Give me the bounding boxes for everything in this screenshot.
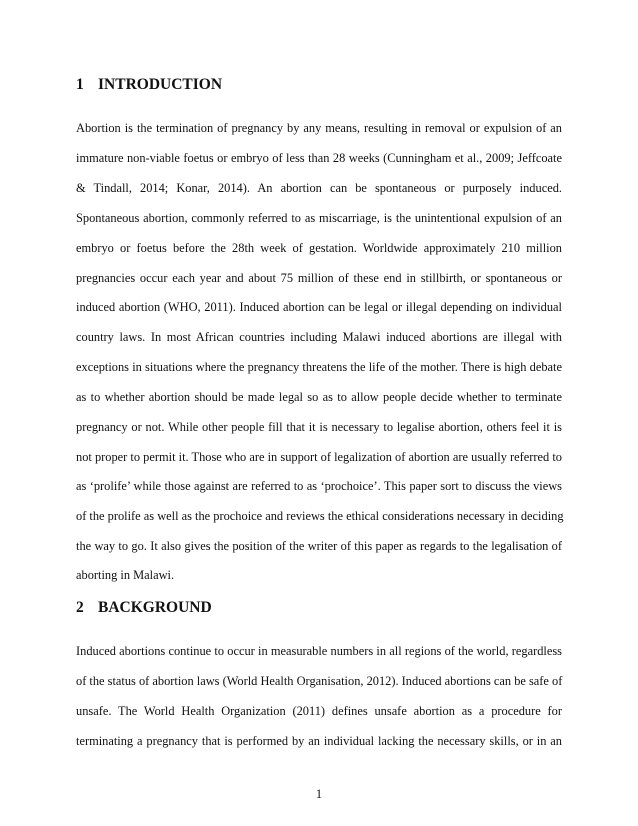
paragraph-line: Abortion is the termination of pregnancy by any means, resulting in removal or expulsion of an: [76, 121, 562, 135]
paragraph-line: country laws. In most African countries including Malawi induced abortions are illegal with: [76, 330, 562, 344]
paragraph-line: of the status of abortion laws (World Health Organisation, 2012). Induced abortions can be safe of: [76, 674, 563, 688]
section-heading-background: [76, 598, 212, 618]
paragraph-line: Induced abortions continue to occur in measurable numbers in all regions of the world, regardless: [76, 644, 562, 658]
section-number: 1: [76, 76, 84, 93]
paragraph-line: immature non-viable foetus or embryo of less than 28 weeks (Cunningham et al., 2009; Jeffcoate: [76, 151, 562, 165]
section-title: BACKGROUND: [98, 599, 212, 616]
paragraph-line: embryo or foetus before the 28th week of gestation. Worldwide approximately 210 million: [76, 241, 562, 255]
paragraph-line: pregnancies occur each year and about 75 million of these end in stillbirth, or spontaneous or: [76, 271, 562, 285]
paragraph-line: induced abortion (WHO, 2011). Induced abortion can be legal or illegal depending on individual: [76, 300, 562, 314]
paragraph-line: & Tindall, 2014; Konar, 2014). An abortion can be spontaneous or purposely induced.: [76, 181, 562, 195]
section-title: INTRODUCTION: [98, 76, 223, 93]
paragraph-line: terminating a pregnancy that is performed by an individual lacking the necessary skills, or in an: [76, 734, 562, 748]
paragraph-line: not proper to permit it. Those who are in support of legalization of abortion are usually referred to: [76, 450, 562, 464]
section-number: 2: [76, 599, 84, 616]
paragraph-line: pregnancy or not. While other people fill that it is necessary to legalise abortion, others feel it is: [76, 420, 562, 434]
paragraph-line: unsafe. The World Health Organization (2011) defines unsafe abortion as a procedure for: [76, 704, 562, 718]
page-number: 1: [315, 787, 323, 801]
paragraph-line: the way to go. It also gives the position of the writer of this paper as regards to the legalisation of: [76, 539, 562, 553]
paragraph-line: aborting in Malawi.: [76, 568, 175, 582]
paragraph-line: of the prolife as well as the prochoice and reviews the ethical considerations necessary in deciding: [76, 509, 564, 523]
paragraph-line: as to whether abortion should be made legal so as to allow people decide whether to terminate: [76, 390, 562, 404]
paragraph-line: exceptions in situations where the pregnancy threatens the life of the mother. There is high debate: [76, 360, 562, 374]
paragraph-line: as ‘prolife’ while those against are referred to as ‘prochoice’. This paper sort to discuss the views: [76, 479, 562, 493]
section-heading-introduction: [76, 75, 222, 95]
paragraph-line: Spontaneous abortion, commonly referred to as miscarriage, is the unintentional expulsion of an: [76, 211, 562, 225]
